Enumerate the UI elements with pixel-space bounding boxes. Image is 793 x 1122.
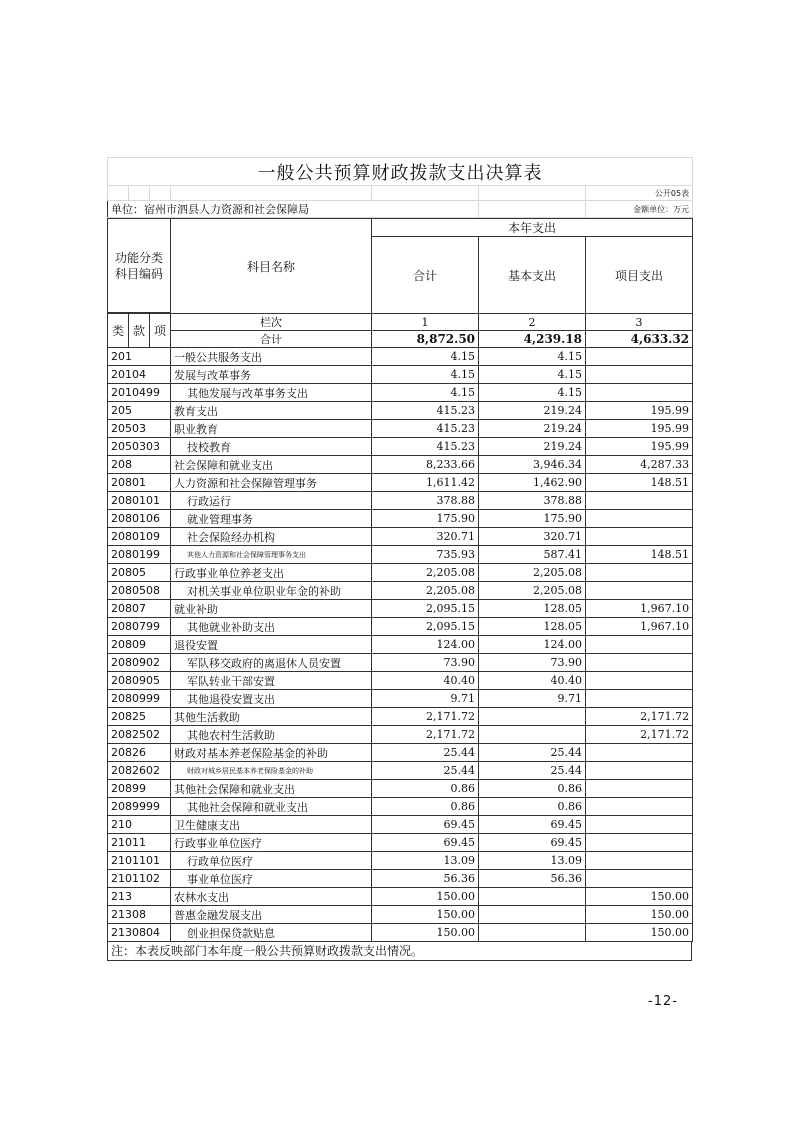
row-total: 25.44	[372, 744, 479, 762]
row-total: 4.15	[372, 384, 479, 402]
row-name: 军队转业干部安置	[171, 672, 372, 690]
row-total: 415.23	[372, 420, 479, 438]
row-name: 其他社会保障和就业支出	[171, 798, 372, 816]
row-name: 其他人力资源和社会保障管理事务支出	[171, 546, 372, 564]
row-basic: 69.45	[479, 834, 586, 852]
row-name: 职业教育	[171, 420, 372, 438]
row-code: 20809	[108, 636, 171, 654]
row-code: 2130804	[108, 924, 171, 942]
row-basic: 13.09	[479, 852, 586, 870]
row-code: 21011	[108, 834, 171, 852]
row-name: 其他就业补助支出	[171, 618, 372, 636]
table-row	[108, 402, 693, 420]
amount-unit: 金额单位：万元	[586, 201, 693, 218]
row-basic: 124.00	[479, 636, 586, 654]
table-row	[108, 366, 693, 384]
row-total: 735.93	[372, 546, 479, 564]
row-project	[586, 744, 693, 762]
current-year-header: 本年支出	[372, 219, 693, 237]
row-basic: 219.24	[479, 402, 586, 420]
row-total: 4.15	[372, 366, 479, 384]
table-row	[108, 618, 693, 636]
table-row	[108, 474, 693, 492]
row-code: 2080799	[108, 618, 171, 636]
row-code: 2080508	[108, 582, 171, 600]
form-code: 公开05表	[586, 186, 693, 201]
row-code: 2080101	[108, 492, 171, 510]
table-row	[108, 546, 693, 564]
project-header: 项目支出	[586, 237, 693, 314]
row-total: 378.88	[372, 492, 479, 510]
row-basic: 25.44	[479, 762, 586, 780]
row-total: 2,095.15	[372, 618, 479, 636]
row-basic: 9.71	[479, 690, 586, 708]
row-name: 人力资源和社会保障管理事务	[171, 474, 372, 492]
row-code: 20825	[108, 708, 171, 726]
row-total: 9.71	[372, 690, 479, 708]
row-project: 195.99	[586, 438, 693, 456]
row-code: 205	[108, 402, 171, 420]
row-name: 农林水支出	[171, 888, 372, 906]
row-total: 150.00	[372, 888, 479, 906]
row-total: 56.36	[372, 870, 479, 888]
row-total: 150.00	[372, 924, 479, 942]
row-name: 事业单位医疗	[171, 870, 372, 888]
row-basic	[479, 888, 586, 906]
table-row	[108, 834, 693, 852]
row-code: 2101101	[108, 852, 171, 870]
kuan-header: 款	[129, 314, 150, 348]
table-row	[108, 870, 693, 888]
sum-total: 8,872.50	[372, 331, 479, 348]
row-name: 其他农村生活救助	[171, 726, 372, 744]
unit-label: 单位：宿州市泗县人力资源和社会保障局	[108, 201, 479, 218]
row-project	[586, 762, 693, 780]
table-row	[108, 528, 693, 546]
row-total: 124.00	[372, 636, 479, 654]
table-row	[108, 906, 693, 924]
table-row	[108, 852, 693, 870]
table-row	[108, 672, 693, 690]
row-code: 2080106	[108, 510, 171, 528]
row-project	[586, 672, 693, 690]
table-row	[108, 690, 693, 708]
row-code: 2101102	[108, 870, 171, 888]
row-name: 退役安置	[171, 636, 372, 654]
row-basic: 0.86	[479, 798, 586, 816]
row-name: 教育支出	[171, 402, 372, 420]
table-row	[108, 456, 693, 474]
row-total: 2,205.08	[372, 564, 479, 582]
table-row	[108, 816, 693, 834]
row-project	[586, 510, 693, 528]
row-project: 4,287.33	[586, 456, 693, 474]
row-name: 财政对城乡居民基本养老保险基金的补助	[171, 762, 372, 780]
table-row	[108, 348, 693, 366]
row-code: 20801	[108, 474, 171, 492]
row-code: 20503	[108, 420, 171, 438]
row-name: 就业管理事务	[171, 510, 372, 528]
row-name: 社会保险经办机构	[171, 528, 372, 546]
row-basic: 219.24	[479, 420, 586, 438]
row-project: 148.51	[586, 474, 693, 492]
row-name: 创业担保贷款贴息	[171, 924, 372, 942]
basic-header: 基本支出	[479, 237, 586, 314]
row-basic	[479, 726, 586, 744]
row-code: 2080905	[108, 672, 171, 690]
row-basic: 587.41	[479, 546, 586, 564]
row-project	[586, 636, 693, 654]
table-row	[108, 654, 693, 672]
table-row	[108, 492, 693, 510]
footnote: 注：本表反映部门本年度一般公共预算财政拨款支出情况。	[107, 942, 692, 961]
table-row	[108, 780, 693, 798]
row-code: 20826	[108, 744, 171, 762]
row-project: 1,967.10	[586, 600, 693, 618]
row-total: 13.09	[372, 852, 479, 870]
row-basic: 2,205.08	[479, 582, 586, 600]
row-project	[586, 816, 693, 834]
row-code: 2080999	[108, 690, 171, 708]
row-basic: 4.15	[479, 348, 586, 366]
table-row	[108, 636, 693, 654]
row-total: 69.45	[372, 834, 479, 852]
row-basic: 40.40	[479, 672, 586, 690]
row-basic: 4.15	[479, 366, 586, 384]
row-basic: 2,205.08	[479, 564, 586, 582]
col-index-1: 1	[372, 314, 479, 331]
table-row	[108, 762, 693, 780]
row-project	[586, 564, 693, 582]
table-row	[108, 582, 693, 600]
table-row	[108, 888, 693, 906]
table-row	[108, 384, 693, 402]
row-name: 其他退役安置支出	[171, 690, 372, 708]
row-name: 技校教育	[171, 438, 372, 456]
lei-header: 类	[108, 314, 129, 348]
row-code: 2082602	[108, 762, 171, 780]
row-project	[586, 690, 693, 708]
row-code: 210	[108, 816, 171, 834]
row-basic: 320.71	[479, 528, 586, 546]
sum-basic: 4,239.18	[479, 331, 586, 348]
row-basic	[479, 906, 586, 924]
row-total: 2,095.15	[372, 600, 479, 618]
row-project	[586, 528, 693, 546]
row-total: 0.86	[372, 780, 479, 798]
row-name: 其他社会保障和就业支出	[171, 780, 372, 798]
row-code: 2080109	[108, 528, 171, 546]
row-total: 25.44	[372, 762, 479, 780]
code-header: 功能分类 科目编码	[108, 219, 171, 313]
budget-table	[107, 157, 693, 218]
row-total: 2,171.72	[372, 726, 479, 744]
row-code: 20104	[108, 366, 171, 384]
table-row	[108, 564, 693, 582]
row-project	[586, 492, 693, 510]
row-project: 150.00	[586, 924, 693, 942]
table-row	[108, 420, 693, 438]
row-name: 卫生健康支出	[171, 816, 372, 834]
table-row	[108, 798, 693, 816]
row-total: 150.00	[372, 906, 479, 924]
sum-project: 4,633.32	[586, 331, 693, 348]
table-row	[108, 708, 693, 726]
row-project	[586, 348, 693, 366]
col-index-2: 2	[479, 314, 586, 331]
row-name: 行政运行	[171, 492, 372, 510]
table-row	[108, 600, 693, 618]
total-header: 合计	[372, 237, 479, 314]
row-code: 21308	[108, 906, 171, 924]
row-project: 2,171.72	[586, 726, 693, 744]
budget-sheet	[107, 157, 692, 961]
row-total: 69.45	[372, 816, 479, 834]
row-total: 1,611.42	[372, 474, 479, 492]
row-basic	[479, 708, 586, 726]
row-project: 195.99	[586, 420, 693, 438]
row-basic: 56.36	[479, 870, 586, 888]
xiang-header: 项	[150, 314, 171, 348]
row-code: 20805	[108, 564, 171, 582]
table-row	[108, 438, 693, 456]
row-total: 320.71	[372, 528, 479, 546]
row-basic: 175.90	[479, 510, 586, 528]
row-total: 415.23	[372, 438, 479, 456]
row-code: 2010499	[108, 384, 171, 402]
row-basic: 25.44	[479, 744, 586, 762]
row-total: 8,233.66	[372, 456, 479, 474]
row-basic: 128.05	[479, 600, 586, 618]
row-project: 2,171.72	[586, 708, 693, 726]
row-code: 2080902	[108, 654, 171, 672]
row-name: 军队移交政府的离退休人员安置	[171, 654, 372, 672]
row-code: 2089999	[108, 798, 171, 816]
row-total: 2,171.72	[372, 708, 479, 726]
row-project	[586, 870, 693, 888]
row-basic: 378.88	[479, 492, 586, 510]
row-project	[586, 384, 693, 402]
row-name: 就业补助	[171, 600, 372, 618]
row-project: 1,967.10	[586, 618, 693, 636]
row-name: 其他发展与改革事务支出	[171, 384, 372, 402]
row-project: 148.51	[586, 546, 693, 564]
row-project	[586, 582, 693, 600]
row-total: 73.90	[372, 654, 479, 672]
row-basic: 69.45	[479, 816, 586, 834]
row-code: 20807	[108, 600, 171, 618]
row-code: 213	[108, 888, 171, 906]
row-code: 201	[108, 348, 171, 366]
row-basic: 128.05	[479, 618, 586, 636]
row-name: 社会保障和就业支出	[171, 456, 372, 474]
row-name: 财政对基本养老保险基金的补助	[171, 744, 372, 762]
row-project	[586, 654, 693, 672]
row-basic	[479, 924, 586, 942]
col-index-3: 3	[586, 314, 693, 331]
column-label: 栏次	[171, 314, 372, 331]
table-row	[108, 744, 693, 762]
row-basic: 1,462.90	[479, 474, 586, 492]
row-name: 行政事业单位养老支出	[171, 564, 372, 582]
row-basic: 73.90	[479, 654, 586, 672]
row-name: 一般公共服务支出	[171, 348, 372, 366]
row-total: 0.86	[372, 798, 479, 816]
budget-grid	[107, 218, 693, 942]
row-total: 40.40	[372, 672, 479, 690]
page-number: -12-	[648, 994, 678, 1009]
row-total: 175.90	[372, 510, 479, 528]
row-code: 2050303	[108, 438, 171, 456]
row-project: 195.99	[586, 402, 693, 420]
row-code: 2080199	[108, 546, 171, 564]
row-code: 20899	[108, 780, 171, 798]
row-name: 其他生活救助	[171, 708, 372, 726]
row-name: 发展与改革事务	[171, 366, 372, 384]
row-basic: 4.15	[479, 384, 586, 402]
table-title: 一般公共预算财政拨款支出决算表	[108, 158, 693, 186]
row-code: 2082502	[108, 726, 171, 744]
row-project	[586, 798, 693, 816]
row-basic: 219.24	[479, 438, 586, 456]
row-project: 150.00	[586, 888, 693, 906]
row-project	[586, 366, 693, 384]
row-total: 2,205.08	[372, 582, 479, 600]
table-row	[108, 510, 693, 528]
row-code: 208	[108, 456, 171, 474]
table-row	[108, 726, 693, 744]
row-name: 行政事业单位医疗	[171, 834, 372, 852]
table-row	[108, 924, 693, 942]
row-total: 4.15	[372, 348, 479, 366]
row-total: 415.23	[372, 402, 479, 420]
row-name: 行政单位医疗	[171, 852, 372, 870]
row-name: 对机关事业单位职业年金的补助	[171, 582, 372, 600]
row-project	[586, 852, 693, 870]
sum-label: 合计	[171, 331, 372, 348]
row-basic: 3,946.34	[479, 456, 586, 474]
row-basic: 0.86	[479, 780, 586, 798]
row-name: 普惠金融发展支出	[171, 906, 372, 924]
row-project	[586, 780, 693, 798]
row-project	[586, 834, 693, 852]
row-project: 150.00	[586, 906, 693, 924]
subject-header: 科目名称	[171, 219, 372, 314]
